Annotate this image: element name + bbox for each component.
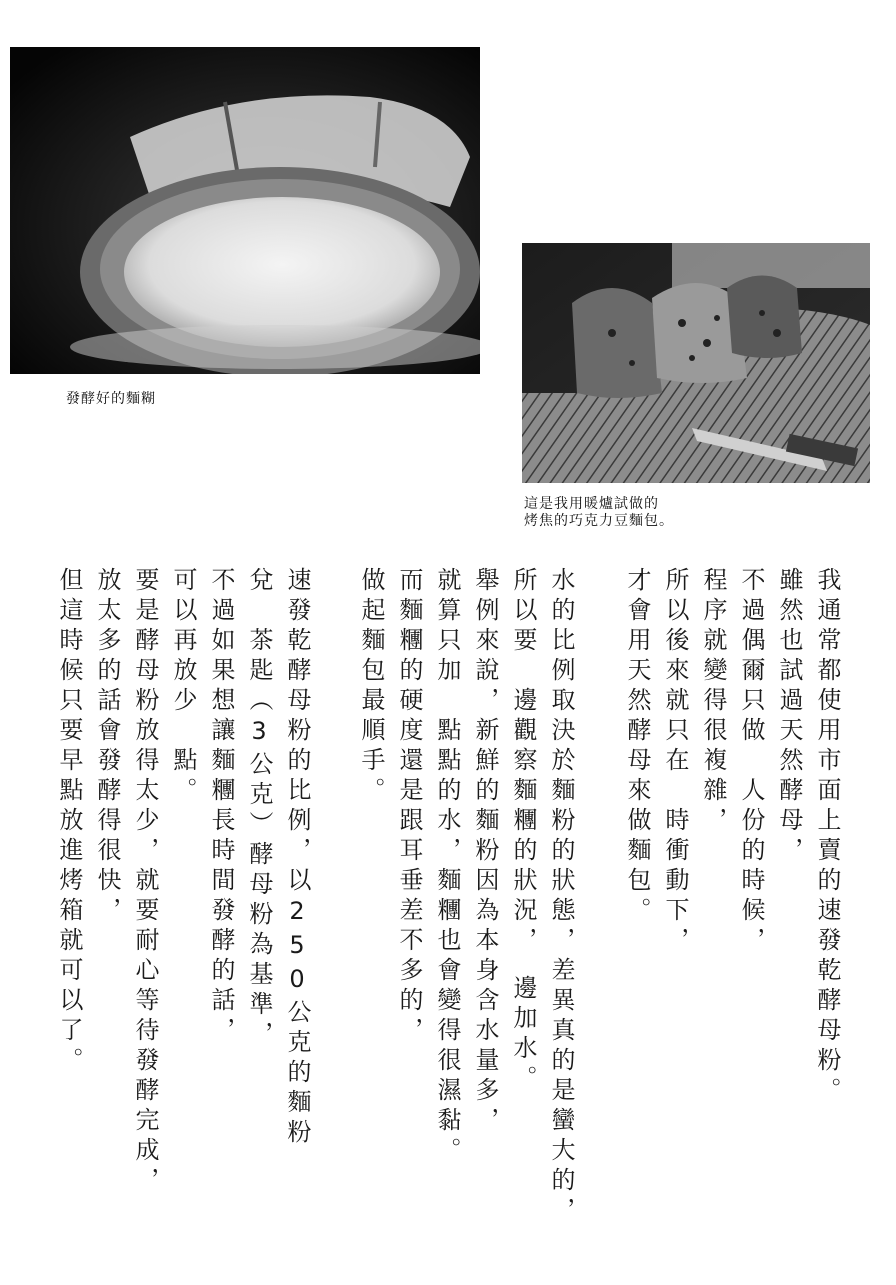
body-column: 雖然也試過天然酵母， <box>775 567 803 867</box>
bread-photo <box>522 243 870 483</box>
batter-photo-caption: 發酵好的麵糊 <box>66 391 156 407</box>
body-column: 要是酵母粉放得太少，就要耐心等待發酵完成， <box>131 567 159 1197</box>
bread-caption-line-1: 這是我用暖爐試做的 <box>524 496 659 512</box>
body-column: 我通常都使用市面上賣的速發乾酵母粉。 <box>813 567 841 1107</box>
body-column: 而麵糰的硬度還是跟耳垂差不多的， <box>395 567 423 1047</box>
body-column: 但這時候只要早點放進烤箱就可以了。 <box>55 567 83 1077</box>
body-column: 不過偶爾只做 人份的時候， <box>737 567 765 957</box>
body-column: 不過如果想讓麵糰長時間發酵的話， <box>207 567 235 1047</box>
body-column: 所以後來就只在 時衝動下， <box>661 567 689 957</box>
body-column: 速發乾酵母粉的比例，以250公克的麵粉 <box>283 567 311 1149</box>
bread-photo-caption <box>524 496 674 530</box>
body-column: 所以要 邊觀察麵糰的狀況， 邊加水。 <box>509 567 537 1095</box>
body-column: 程序就變得很複雜， <box>699 567 727 837</box>
body-column: 兌 茶匙（3公克）酵母粉為基準， <box>245 567 273 1051</box>
body-column: 就算只加 點點的水，麵糰也會變得很濕黏。 <box>433 567 461 1167</box>
batter-photo <box>10 47 480 374</box>
bread-caption-line-2: 烤焦的巧克力豆麵包。 <box>524 513 674 529</box>
body-column: 舉例來說，新鮮的麵粉因為本身含水量多， <box>471 567 499 1137</box>
body-column: 放太多的話會發酵得很快， <box>93 567 121 927</box>
body-column: 做起麵包最順手。 <box>357 567 385 807</box>
body-column: 水的比例取決於麵粉的狀態，差異真的是蠻大的， <box>547 567 575 1227</box>
body-column: 才會用天然酵母來做麵包。 <box>623 567 651 927</box>
body-column: 可以再放少 點。 <box>169 567 197 807</box>
